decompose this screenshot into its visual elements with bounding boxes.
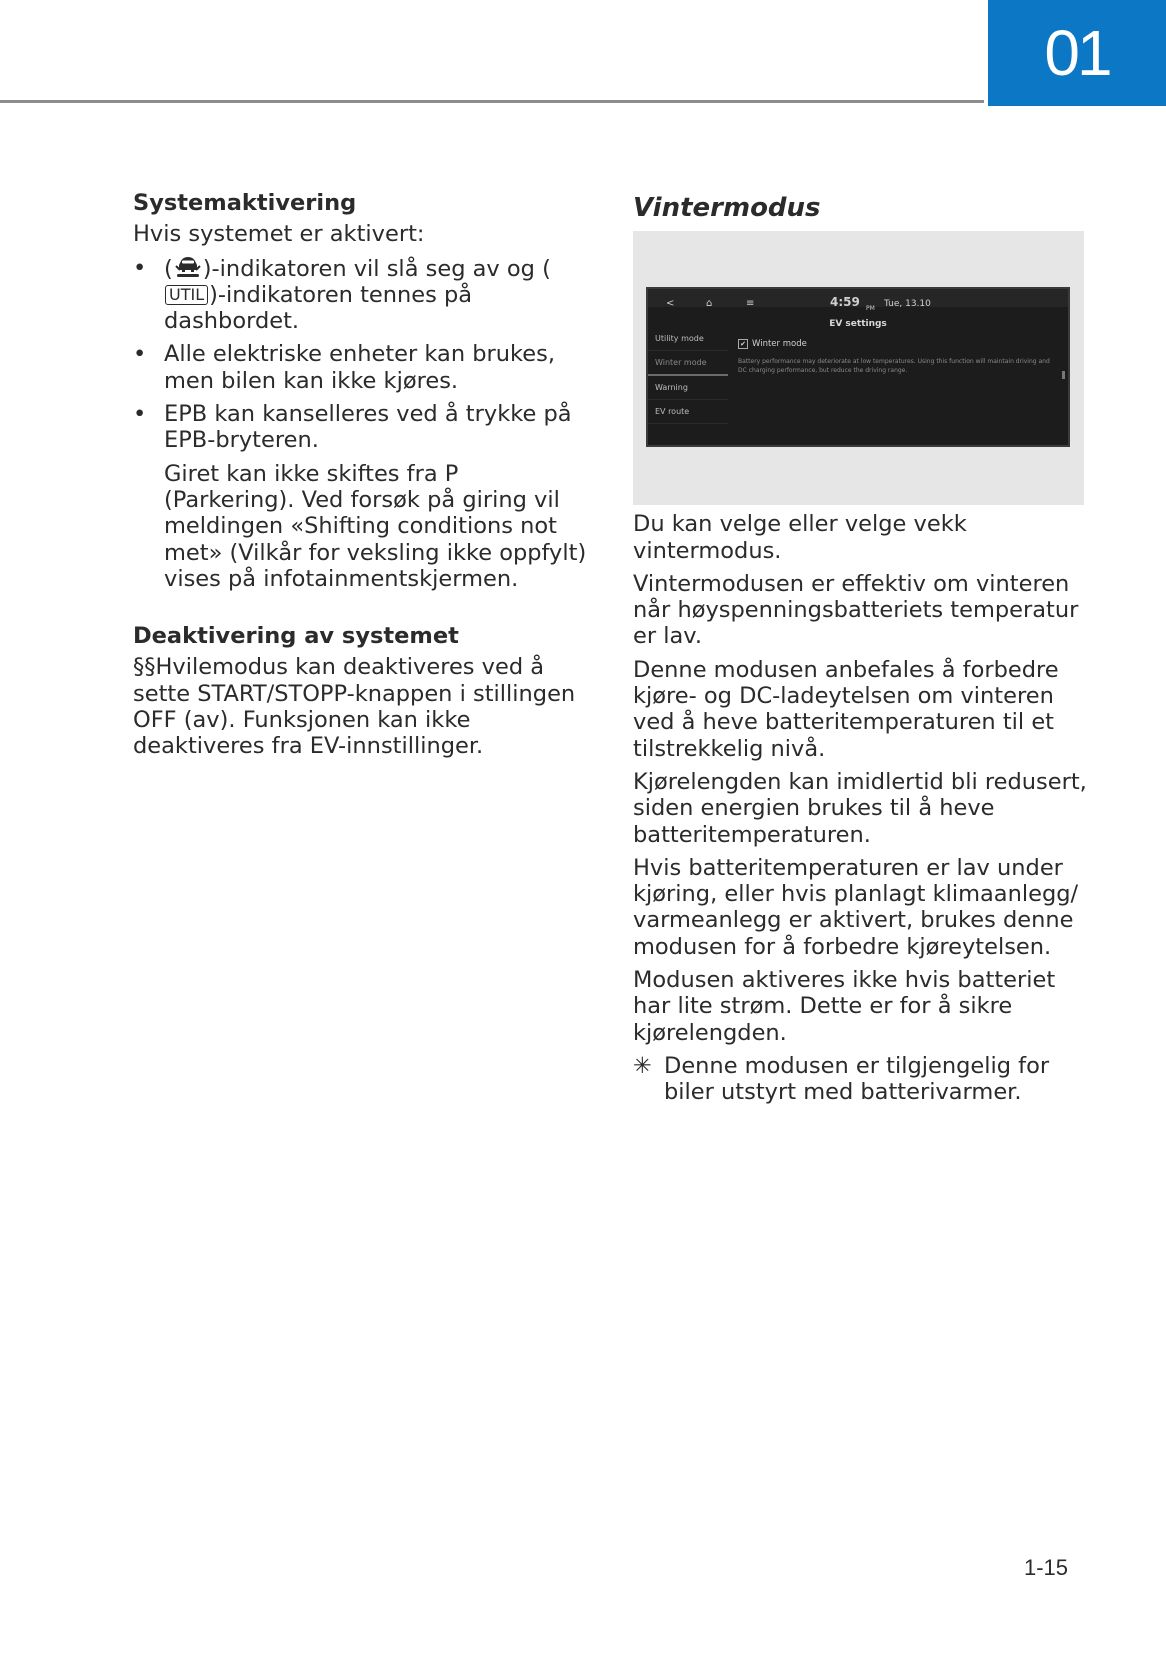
winter-mode-label: Winter mode bbox=[752, 339, 807, 350]
util-indicator-icon: UTIL bbox=[165, 285, 208, 305]
home-icon[interactable]: ⌂ bbox=[706, 298, 713, 310]
screen-ampm: PM bbox=[866, 305, 875, 313]
screen-topbar bbox=[648, 289, 1068, 313]
menu-icon[interactable]: ≡ bbox=[746, 298, 755, 310]
asterisk-note-icon: ✳ bbox=[633, 1052, 652, 1079]
paragraph: Hvis batteritemperaturen er lav under kjøring, eller hvis planlagt klimaanlegg/ varmeanlegg er aktivert, brukes denne modusen for å forbedre kjøreytelsen. bbox=[633, 854, 1079, 960]
deactivation-text: §§Hvilemodus kan deaktiveres ved å sette START/STOPP-knappen i stillingen OFF (av). Funksjonen kan ikke deaktiveres fra EV-innstillinger. bbox=[133, 654, 576, 760]
list-item: • Alle elektriske enheter kan brukes, men bilen kan ikke kjøres. bbox=[133, 341, 555, 394]
paragraph: Vintermodusen er effektiv om vinteren når høyspenningsbatteriets temperatur er lav. bbox=[633, 570, 1079, 650]
list-item: • ( )-indikatoren vil slå seg av og (UTIL )-indikatoren tennes på dashbordet. bbox=[133, 254, 551, 335]
menu-winter-mode[interactable]: Winter mode bbox=[648, 351, 728, 376]
list-item: • EPB kan kanselleres ved å trykke på EPB-bryteren. bbox=[133, 401, 572, 454]
screen-time: 4:59 bbox=[830, 295, 860, 310]
bullet-dot: • bbox=[133, 254, 147, 281]
paragraph: Denne modusen anbefales å forbedre kjøre- og DC-ladeytelsen om vinteren ved å heve batteritemperaturen til et tilstrekkelig nivå. bbox=[633, 656, 1059, 762]
winter-mode-checkbox[interactable]: ✔ bbox=[738, 339, 748, 349]
ev-settings-figure bbox=[633, 231, 1084, 505]
page-number: 1-15 bbox=[1024, 1555, 1069, 1580]
scrollbar[interactable] bbox=[1062, 371, 1065, 379]
screen-side-menu bbox=[648, 327, 728, 424]
menu-ev-route[interactable]: EV route bbox=[648, 400, 728, 424]
header-rule bbox=[0, 100, 984, 103]
car-ready-indicator-icon bbox=[173, 255, 203, 279]
shift-note: Giret kan ikke skiftes fra P (Parkering). Ved forsøk på giring vil meldingen «Shifting conditions not met» (Vilkår for veksling ikke oppfylt) vises på infotainmentskjermen. bbox=[164, 460, 587, 592]
back-icon[interactable]: < bbox=[666, 298, 675, 310]
right-column bbox=[633, 190, 1088, 1106]
availability-note: ✳ Denne modusen er tilgjengelig for biler utstyrt med batterivarmer. bbox=[633, 1052, 1050, 1106]
menu-utility-mode[interactable]: Utility mode bbox=[648, 327, 728, 351]
infotainment-screen bbox=[646, 287, 1070, 447]
winter-mode-description: Battery performance may deteriorate at low temperatures. Using this function will maintain driving and DC charging performance, but reduce the driving range. bbox=[738, 358, 1050, 375]
activation-intro: Hvis systemet er aktivert: bbox=[133, 221, 425, 248]
chapter-tab bbox=[988, 0, 1166, 106]
left-column bbox=[133, 190, 588, 767]
bullet-dot: • bbox=[133, 341, 147, 368]
bullet-dot: • bbox=[133, 401, 147, 428]
heading-system-activation: Systemaktivering bbox=[133, 190, 357, 216]
menu-warning[interactable]: Warning bbox=[648, 376, 728, 400]
screen-date: Tue, 13.10 bbox=[884, 299, 931, 310]
paragraph: Kjørelengden kan imidlertid bli redusert, siden energien brukes til å heve batteritemperaturen. bbox=[633, 768, 1087, 848]
screen-title: EV settings bbox=[829, 319, 887, 330]
heading-deactivation: Deaktivering av systemet bbox=[133, 623, 459, 650]
section-title-winter-mode: Vintermodus bbox=[633, 193, 821, 223]
activation-list bbox=[133, 255, 588, 454]
paragraph: Du kan velge eller velge vekk vintermodus. bbox=[633, 511, 967, 564]
winter-mode-setting[interactable] bbox=[738, 331, 807, 357]
paragraph: Modusen aktiveres ikke hvis batteriet har lite strøm. Dette er for å sikre kjørelengden. bbox=[633, 967, 1056, 1046]
chapter-number: 01 bbox=[1044, 17, 1110, 89]
